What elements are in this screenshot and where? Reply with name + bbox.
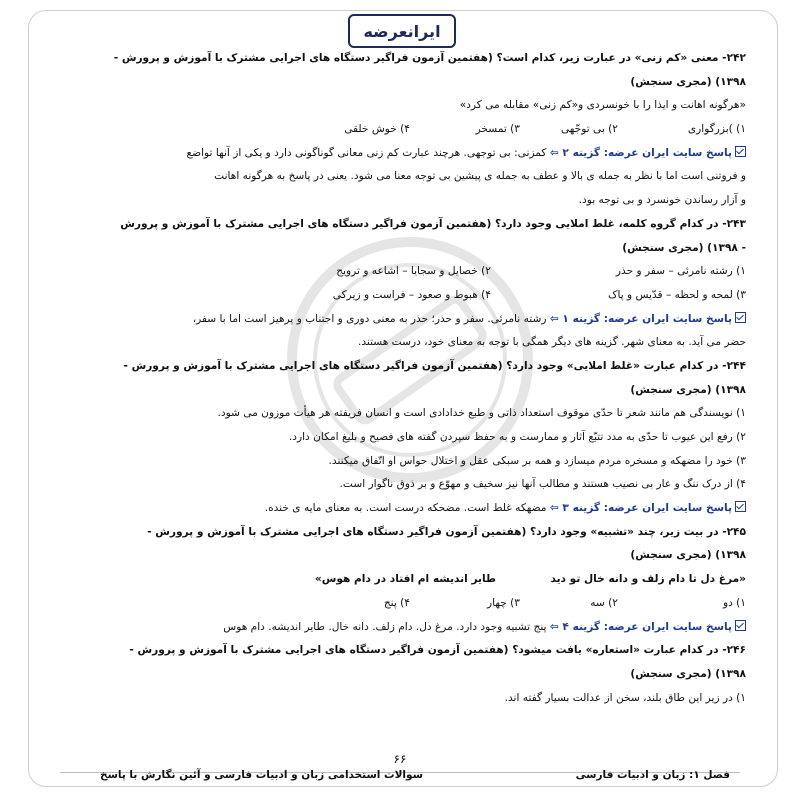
option: ۳) چهار — [487, 596, 520, 609]
question-text: ۱۳۹۸) (مجری سنجش) — [630, 383, 746, 396]
body-text: ۴) از درک ننگ و عار بی نصیب هستند و مطالب آنها نیز سخیف و مهوّع و بر ذوق ناگوار است. — [339, 478, 746, 491]
answer-label: پاسخ سایت ایران عرضه: گزینه ۱ ⇦ — [549, 312, 732, 325]
answer-options — [58, 595, 746, 611]
site-logo — [348, 14, 456, 48]
question-text: ۲۴۵- در بیت زیر، چند «تشبیه» وجود دارد؟ (هفتمین آزمون فراگیر دستگاه های اجرایی مشترک با آموزش و پرورش - — [147, 525, 746, 538]
option: ۱) رشته نامرئی – سفر و حذر — [615, 265, 746, 278]
poem-hemistich: «مرغ دل تا دام زلف و دانه خال تو دید — [550, 573, 746, 586]
option: ۳) تمسخر — [475, 123, 520, 136]
answer-text: مضهکه غلط است. مضحکه درست است. به معنای مایه ی خنده. — [264, 502, 550, 515]
answer-text: پنج تشبیه وجود دارد. مرغ دل. دام زلف. دانه خال. طایر اندیشه. دام هوس — [223, 620, 550, 633]
page-content — [58, 50, 746, 713]
question-text: ۱۳۹۸) (مجری سنجش) — [630, 667, 746, 680]
answer-line — [58, 619, 746, 635]
logo-text-b: عرضه — [363, 21, 408, 41]
option: ۱) دو — [722, 596, 746, 609]
body-text: و فروتنی است اما با نظر به جمله ی بالا و عطف به جمله ی پیشین بی توجه معنا می شود. یعنی در پاسخ به هرگونه اهانت — [214, 170, 746, 183]
page-number: ۶۶ — [393, 752, 407, 766]
poem-verse — [58, 571, 746, 587]
body-text: ۱) نویسندگی هم مانند شعر تا حدّی موقوف استعداد ذاتی و طبع خدادادی است و انسان فریفته هر هیأت موزون می شود. — [217, 407, 746, 420]
question-text: ۲۴۶- در کدام عبارت «استعاره» یافت میشود؟ (هفتمین آزمون فراگیر دستگاه های اجرایی مشترک با آموزش و پرورش - — [129, 644, 746, 657]
question-text: ۱۳۹۸) (مجری سنجش) — [630, 549, 746, 562]
option: ۳) لمحه و لحظه – قدّیس و پاک — [608, 288, 746, 301]
logo-text-a: ایران — [407, 21, 441, 41]
question-text: ۱۳۹۸) (مجری سنجش) — [630, 75, 746, 88]
question-text: - ۱۳۹۸) (مجری سنجش) — [622, 241, 746, 254]
option: ۱) )بزرگواری — [687, 123, 746, 136]
answer-line — [58, 500, 746, 516]
answer-label: پاسخ سایت ایران عرضه: گزینه ۳ ⇦ — [549, 502, 732, 515]
answer-label: پاسخ سایت ایران عرضه: گزینه ۲ ⇦ — [549, 146, 732, 159]
option: ۲) سه — [590, 596, 618, 609]
answer-text: کمزنی: بی توجهی. هرچند عبارت کم زنی معانی گوناگونی دارد و یکی از آنها تواضع — [186, 146, 550, 159]
option: ۲) خصایل و سجایا – اشاعه و ترویج — [336, 265, 491, 278]
check-icon — [735, 146, 746, 157]
question-text: ۲۴۴- در کدام عبارت «غلط املایی» وجود دارد؟ (هفتمین آزمون فراگیر دستگاه های اجرایی مشترک با آموزش و پرورش - — [123, 359, 746, 372]
check-icon — [735, 501, 746, 512]
body-text: ۳) خود را مضهکه و مسخره مردم میسازد و همه بر سبکی عقل و اختلال حواس او اتّفاق میکنند. — [328, 454, 746, 467]
answer-options — [58, 121, 746, 137]
answer-line — [58, 311, 746, 327]
body-text: ۱) در زیر این طاق بلند، سخن از عدالت بسیار گفته اند. — [504, 691, 746, 704]
question-text: ۲۴۳- در کدام گروه کلمه، غلط املایی وجود دارد؟ (هفتمین آزمون فراگیر دستگاه های اجرایی مشترک با آموزش و پرورش — [120, 217, 746, 230]
answer-options — [58, 263, 746, 279]
body-text: و آزار رساندن خونسرد و بی توجه بود. — [578, 194, 746, 207]
body-text: «هرگونه اهانت و ایذا را با خونسردی و«کم زنی» مقابله می کرد» — [459, 99, 746, 112]
answer-label: پاسخ سایت ایران عرضه: گزینه ۴ ⇦ — [549, 620, 732, 633]
footer-chapter: فصل ۱: زبان و ادبیات فارسی — [575, 769, 730, 781]
option: ۴) خوش خلقی — [344, 123, 410, 136]
check-icon — [735, 620, 746, 631]
answer-line — [58, 145, 746, 161]
body-text: حضر می آید. به معنای شهر. گزینه های دیگر همگی با توجه به معنای خود، درست هستند. — [357, 336, 746, 349]
option: ۲) بی توجّهی — [560, 123, 618, 136]
option: ۴) هبوط و صعود – فراست و زیرکی — [332, 288, 491, 301]
option: ۴) پنج — [383, 596, 410, 609]
question-text: ۲۴۲- معنی «کم زنی» در عبارت زیر، کدام است؟ (هفتمین آزمون فراگیر دستگاه های اجرایی مشترک با آموزش و پرورش - — [113, 52, 746, 64]
poem-hemistich: طایر اندیشه ام افتاد در دام هوس» — [314, 573, 496, 586]
answer-text: رشته نامرئی. سفر و حذر؛ حذر به معنی دوری و اجتناب و پرهیز است اما با سفر، — [192, 312, 550, 325]
page-footer — [40, 752, 760, 792]
body-text: ۲) رفع این عیوب تا حدّی به مدد تتبّع آثار و ممارست و به حفظ سپردن گفته های فصیح و بلیغ امکان دارد. — [288, 431, 746, 443]
check-icon — [735, 312, 746, 323]
answer-options — [58, 287, 746, 303]
footer-book-title: سوالات استخدامی زبان و ادبیات فارسی و آئین نگارش با پاسخ — [100, 769, 423, 781]
